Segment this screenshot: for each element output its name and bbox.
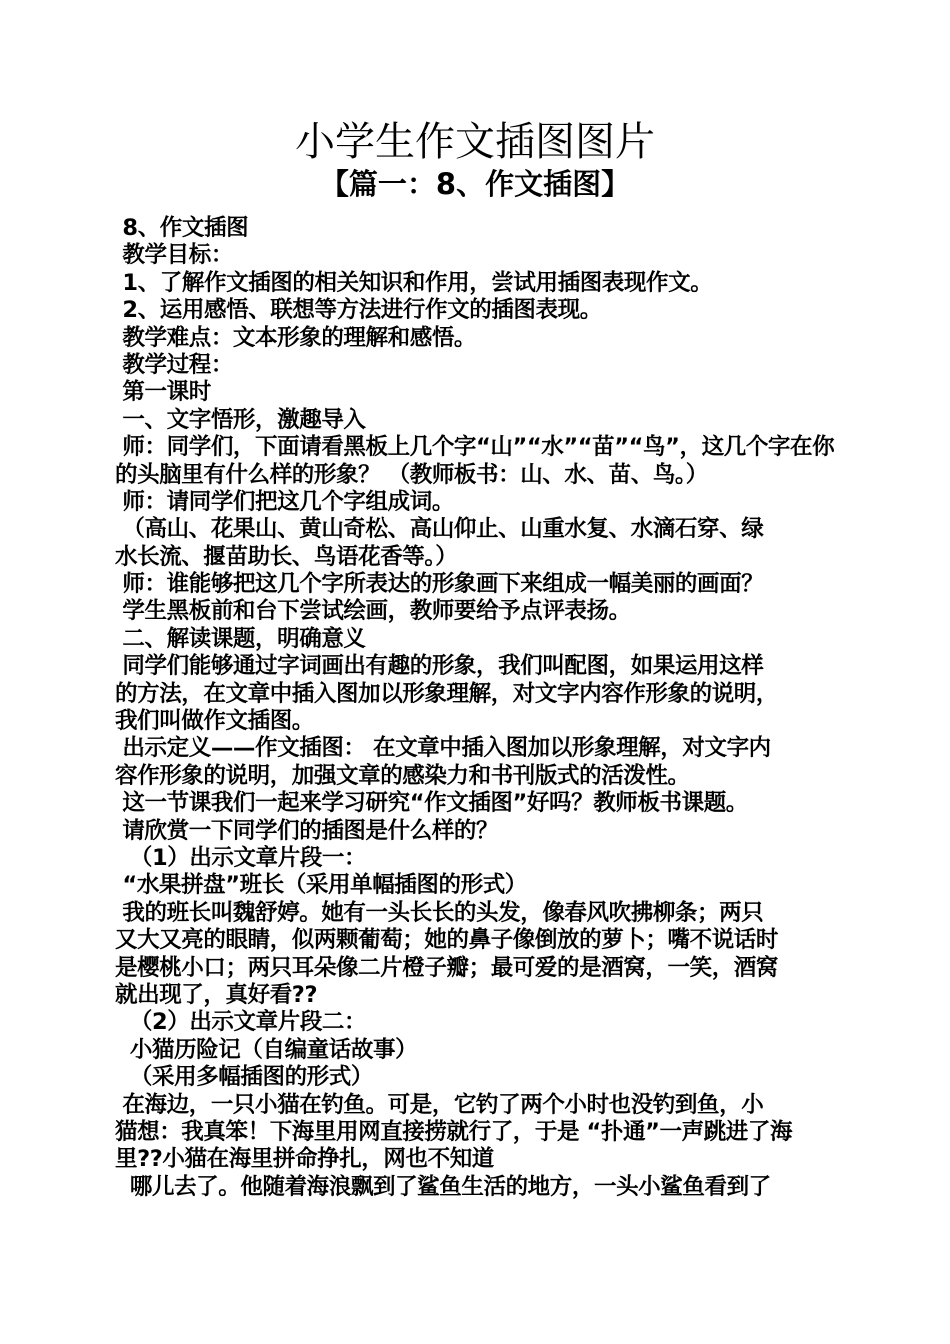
text-line: 在海边，一只小猫在钓鱼。可是，它钓了两个小时也没钓到鱼，小 xyxy=(115,1091,764,1118)
text-line: “水果拼盘”班长（采用单幅插图的形式） xyxy=(115,872,527,899)
document-body xyxy=(115,215,840,1201)
text-line: 一、文字悟形，激趣导入 xyxy=(115,406,366,433)
text-line: 就出现了，真好看?? xyxy=(115,981,318,1008)
text-line: 师：谁能够把这几个字所表达的形象画下来组成一幅美丽的画面？ xyxy=(115,571,764,598)
text-line: 我们叫做作文插图。 xyxy=(115,708,314,735)
text-line: 里??小猫在海里拼命挣扎，网也不知道 xyxy=(115,1146,494,1173)
text-line: 教学目标： xyxy=(115,242,233,269)
text-line: 师：同学们，下面请看黑板上几个字“山”“水”“苗”“鸟”，这几个字在你 xyxy=(115,434,835,461)
text-line: 是樱桃小口；两只耳朵像二片橙子瓣；最可爱的是酒窝，一笑，酒窝 xyxy=(115,954,779,981)
text-line: 学生黑板前和台下尝试绘画，教师要给予点评表扬。 xyxy=(115,598,631,625)
text-line: 的头脑里有什么样的形象？ （教师板书：山、水、苗、鸟。） xyxy=(115,461,708,488)
text-line: 出示定义——作文插图： 在文章中插入图加以形象理解，对文字内 xyxy=(115,735,771,762)
text-line: 小猫历险记（自编童话故事） xyxy=(115,1036,418,1063)
text-line: 水长流、揠苗助长、鸟语花香等。） xyxy=(115,543,458,570)
text-line: 这一节课我们一起来学习研究“作文插图”好吗？教师板书课题。 xyxy=(115,790,748,817)
text-line: 8、作文插图 xyxy=(115,215,249,241)
text-line: 第一课时 xyxy=(115,379,211,406)
text-line: （高山、花果山、黄山奇松、高山仰止、山重水复、水滴石穿、绿 xyxy=(115,516,764,543)
text-line: 二、解读课题，明确意义 xyxy=(115,625,366,652)
text-line: 教学难点：文本形象的理解和感悟。 xyxy=(115,324,477,351)
text-line: 哪儿去了。他随着海浪飘到了鲨鱼生活的地方，一头小鲨鱼看到了 xyxy=(115,1173,771,1200)
text-line: 1、了解作文插图的相关知识和作用，尝试用插图表现作文。 xyxy=(115,269,713,296)
text-line: （1）出示文章片段一： xyxy=(115,844,367,871)
text-line: 容作形象的说明，加强文章的感染力和书刊版式的活泼性。 xyxy=(115,762,690,789)
document-title: 小学生作文插图图片 xyxy=(295,119,655,165)
text-line: （采用多幅插图的形式） xyxy=(115,1064,373,1091)
text-line: 请欣赏一下同学们的插图是什么样的？ xyxy=(115,817,499,844)
text-line: 又大又亮的眼睛，似两颗葡萄；她的鼻子像倒放的萝卜；嘴不说话时 xyxy=(115,927,779,954)
text-line: 我的班长叫魏舒婷。她有一头长长的头发，像春风吹拂柳条；两只 xyxy=(115,899,764,926)
text-line: （2）出示文章片段二： xyxy=(115,1009,367,1036)
text-line: 猫想：我真笨！下海里用网直接捞就行了，于是 “扑通”一声跳进了海 xyxy=(115,1118,793,1145)
text-line: 的方法，在文章中插入图加以形象理解，对文字内容作形象的说明， xyxy=(115,680,779,707)
document-subtitle: 【篇一：8、作文插图】 xyxy=(319,167,631,201)
text-line: 师：请同学们把这几个字组成词。 xyxy=(115,488,454,515)
text-line: 同学们能够通过字词画出有趣的形象，我们叫配图，如果运用这样 xyxy=(115,653,764,680)
text-line: 教学过程： xyxy=(115,351,233,378)
text-line: 2、运用感悟、联想等方法进行作文的插图表现。 xyxy=(115,297,602,324)
